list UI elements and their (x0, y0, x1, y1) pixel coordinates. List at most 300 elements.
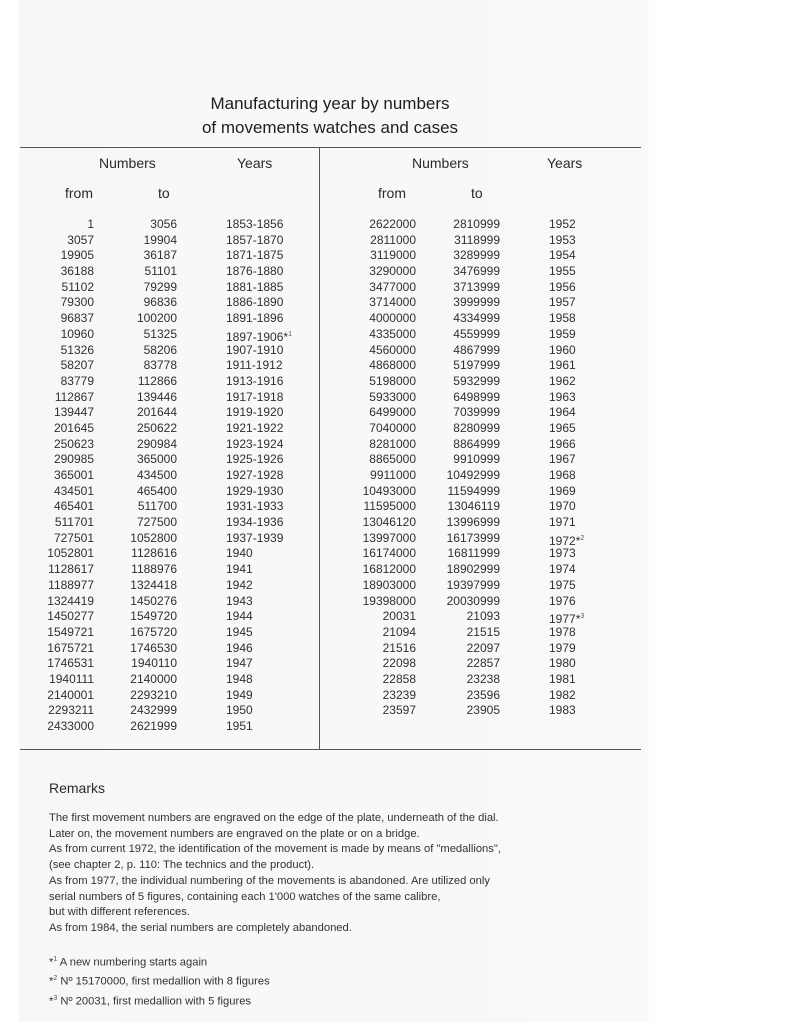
left-to-column (110, 217, 177, 735)
row-from-number: 22098 (382, 656, 416, 671)
row-to-number: 465400 (136, 483, 177, 498)
row-from-number: 8865000 (369, 452, 416, 467)
row-years-value: 1963 (549, 389, 576, 404)
row-from-number: 2811000 (370, 232, 416, 247)
row-from-number: 51102 (61, 279, 94, 294)
row-from-number: 2622000 (369, 217, 416, 231)
row-from-number: 1128617 (48, 562, 94, 577)
footnote-mark: 3 (53, 994, 58, 1002)
row-years (549, 452, 629, 468)
footnote-asterisk: * (49, 976, 54, 989)
row-years (549, 343, 629, 359)
remarks-line: serial numbers of 5 figures, containing each 1'000 watches of the same calibre, (49, 890, 441, 903)
row-to-number: 511700 (137, 499, 177, 514)
row-years (226, 468, 316, 484)
row-to-number: 3056 (150, 217, 177, 231)
row-from-number: 5198000 (369, 373, 416, 388)
row-to-number: 139446 (136, 389, 177, 404)
row-to-number: 1675720 (130, 624, 177, 639)
row-years (549, 437, 629, 453)
row-years (226, 421, 316, 437)
row-years-value: 1913-1916 (226, 373, 284, 388)
row-from-number: 5933000 (369, 389, 416, 404)
row-to-number: 1549720 (130, 609, 177, 624)
row-years-value: 1954 (549, 248, 576, 263)
row-years-value: 1965 (549, 420, 576, 435)
row-from-number: 4560000 (369, 342, 416, 357)
row-from-number: 250623 (53, 436, 94, 451)
row-years (226, 437, 316, 453)
footnote-mark: 2 (580, 534, 585, 542)
row-from-number: 21516 (382, 640, 416, 655)
row-years (226, 327, 316, 343)
row-from-number: 1188977 (48, 577, 94, 592)
row-years-value: 1948 (226, 671, 253, 686)
row-years (226, 248, 316, 264)
row-years-value: 1943 (226, 593, 253, 608)
row-years (226, 578, 316, 594)
row-from-number: 9911000 (370, 468, 416, 482)
row-years-value: 1982 (549, 687, 576, 702)
row-years-value: 1944 (226, 609, 253, 624)
row-from-number: 3714000 (369, 295, 416, 310)
row-years (549, 641, 629, 657)
right-from-header: from (378, 185, 406, 201)
right-to-header: to (471, 185, 483, 201)
row-to-number: 22097 (466, 640, 500, 655)
row-to-number: 23905 (466, 703, 500, 718)
row-years (226, 546, 316, 562)
row-to-number: 20030999 (446, 593, 500, 608)
row-years (549, 688, 629, 704)
row-years-value: 1957 (549, 295, 576, 310)
row-to-number: 434500 (136, 468, 177, 482)
remarks-heading: Remarks (49, 780, 106, 796)
row-years (549, 468, 629, 484)
row-years-value: 1969 (549, 483, 576, 498)
row-from-number: 20031 (382, 609, 416, 624)
remarks-line: As from 1977, the individual numbering of the movements is abandoned. Are utilized only (49, 874, 490, 887)
row-years-value: 1972* (549, 533, 581, 548)
row-years (226, 656, 316, 672)
row-to-number: 1188976 (131, 562, 177, 577)
row-to-number: 79299 (143, 279, 177, 294)
row-to-number: 11594999 (447, 483, 500, 498)
row-years-value: 1857-1870 (226, 232, 284, 247)
footnote-text: Nº 20031, first medallion with 5 figures (60, 995, 252, 1008)
row-years (549, 703, 629, 719)
row-from-number: 6499000 (369, 405, 416, 420)
row-from-number: 1324419 (47, 593, 94, 608)
row-years (226, 641, 316, 657)
row-to-number: 727500 (136, 515, 177, 530)
row-from-number: 36188 (60, 264, 94, 279)
row-years (226, 625, 316, 641)
row-from-number: 290985 (53, 452, 94, 467)
row-years-value: 1974 (549, 562, 576, 577)
left-from-header: from (65, 185, 93, 201)
row-from-number: 18903000 (362, 577, 416, 592)
row-years-value: 1956 (549, 279, 576, 294)
row-from-number: 465401 (53, 499, 94, 514)
row-from-number: 8281000 (369, 436, 416, 451)
table-top-rule (20, 147, 641, 148)
row-years-value: 1964 (549, 405, 576, 420)
footnote-mark: 3 (580, 613, 585, 621)
row-years-value: 1911-1912 (226, 358, 283, 373)
row-to-number: 16173999 (446, 530, 500, 545)
row-years-value: 1919-1920 (226, 405, 284, 420)
row-to-number: 201644 (136, 405, 177, 420)
row-to-number: 3999999 (453, 295, 500, 310)
row-from-number: 3057 (67, 232, 94, 247)
row-years (226, 484, 316, 500)
row-from-number: 1052801 (47, 546, 94, 561)
row-years-value: 1886-1890 (226, 295, 284, 310)
row-from-number: 19398000 (362, 593, 416, 608)
row-to-number: 5197999 (453, 358, 500, 373)
row-years (226, 311, 316, 327)
row-years-value: 1945 (226, 624, 253, 639)
row-to-number: 6498999 (453, 389, 500, 404)
row-from-number: 727501 (53, 530, 94, 545)
row-years-value: 1921-1922 (226, 420, 284, 435)
row-from-number: 2433000 (47, 719, 94, 733)
row-from-number: 1940111 (49, 671, 94, 686)
row-from-number: 3119000 (370, 248, 416, 263)
row-from-number: 16174000 (362, 546, 416, 561)
row-from-number: 10493000 (362, 483, 416, 498)
row-years (549, 358, 629, 374)
row-to-number: 5932999 (453, 373, 500, 388)
row-to-number: 83778 (143, 358, 177, 373)
row-to-number: 21515 (466, 624, 500, 639)
row-years-value: 1917-1918 (226, 389, 284, 404)
row-years-value: 1959 (549, 326, 576, 341)
row-years-value: 1961 (549, 358, 576, 373)
row-years (549, 405, 629, 421)
remarks-text (49, 811, 501, 937)
row-to-number: 13046119 (447, 499, 500, 514)
row-to-number: 21093 (466, 609, 500, 624)
row-years (226, 594, 316, 610)
row-years (549, 233, 629, 249)
row-years-value: 1942 (226, 577, 253, 592)
row-years-value: 1876-1880 (226, 264, 284, 279)
row-years-value: 1941 (226, 562, 253, 577)
row-to-number: 10492999 (446, 468, 500, 482)
row-years-value: 1934-1936 (226, 515, 284, 530)
row-to-number: 2621999 (130, 719, 177, 733)
row-to-number: 16811999 (447, 546, 500, 561)
row-to-number: 22857 (466, 656, 500, 671)
footnote-text: A new numbering starts again (59, 956, 208, 969)
row-years-value: 1977* (549, 612, 581, 627)
row-years-value: 1958 (549, 311, 576, 326)
row-from-number: 2140001 (47, 687, 94, 702)
row-from-number: 434501 (53, 483, 94, 498)
footnote-item (49, 991, 270, 1010)
row-years-value: 1980 (549, 656, 576, 671)
row-to-number: 4334999 (453, 311, 500, 326)
row-from-number: 365001 (53, 468, 94, 482)
row-to-number: 3289999 (453, 248, 500, 263)
row-years-value: 1968 (549, 468, 576, 482)
row-to-number: 3713999 (453, 279, 500, 294)
row-years (226, 499, 316, 515)
row-years (549, 374, 629, 390)
row-years-value: 1973 (549, 546, 576, 561)
footnotes (49, 952, 270, 1010)
row-years-value: 1975 (549, 577, 576, 592)
row-years (549, 484, 629, 500)
remarks-line: but with different references. (49, 906, 190, 919)
row-years (226, 452, 316, 468)
left-years-column (226, 217, 316, 735)
remarks-line: Later on, the movement numbers are engraved on the plate or on a bridge. (49, 827, 420, 840)
row-from-number: 1 (87, 217, 94, 231)
remarks-line: As from current 1972, the identification of the movement is made by means of "medallions", (49, 843, 501, 856)
row-years-value: 1951 (226, 719, 253, 733)
row-years (549, 248, 629, 264)
row-to-number: 18902999 (446, 562, 500, 577)
row-to-number: 51101 (144, 264, 177, 279)
row-from-number: 1549721 (47, 624, 94, 639)
row-to-number: 250622 (136, 420, 177, 435)
row-from-number: 4868000 (369, 358, 416, 373)
row-years-value: 1927-1928 (226, 468, 284, 482)
page-title (150, 92, 510, 140)
row-to-number: 3476999 (453, 264, 500, 279)
row-from-number: 201645 (53, 420, 94, 435)
row-from-number: 3290000 (369, 264, 416, 279)
footnote-asterisk: * (49, 995, 54, 1008)
right-from-column (345, 217, 416, 719)
row-years (226, 280, 316, 296)
table-bottom-rule (20, 749, 641, 750)
row-from-number: 11595000 (363, 499, 416, 514)
row-from-number: 511701 (54, 515, 94, 530)
row-years-value: 1947 (226, 656, 253, 671)
row-to-number: 23596 (466, 687, 500, 702)
row-years-value: 1960 (549, 342, 576, 357)
right-years-column (549, 217, 629, 719)
row-years (549, 327, 629, 343)
row-years (226, 217, 316, 233)
row-to-number: 1940110 (131, 656, 177, 671)
row-to-number: 8280999 (453, 420, 500, 435)
row-to-number: 1450276 (130, 593, 177, 608)
row-years (226, 688, 316, 704)
row-from-number: 1675721 (47, 640, 94, 655)
row-years-value: 1979 (549, 640, 576, 655)
row-years-value: 1853-1856 (226, 217, 284, 231)
row-years (549, 625, 629, 641)
row-from-number: 13046120 (362, 515, 416, 530)
row-to-number: 2810999 (453, 217, 500, 231)
row-years (549, 594, 629, 610)
row-from-number: 4335000 (369, 326, 416, 341)
row-years-value: 1907-1910 (226, 342, 284, 357)
row-years-value: 1966 (549, 436, 576, 451)
right-to-column (430, 217, 500, 719)
row-years-value: 1981 (549, 671, 576, 686)
footnote-item (49, 952, 270, 971)
row-years-value: 1953 (549, 232, 576, 247)
row-from-number: 51326 (60, 342, 94, 357)
row-from-number: 2293211 (48, 703, 94, 718)
row-years (549, 531, 629, 547)
row-years-value: 1925-1926 (226, 452, 284, 467)
row-years (226, 343, 316, 359)
row-years-value: 1949 (226, 687, 253, 702)
row-to-number: 7039999 (453, 405, 500, 420)
row-from-number: 23597 (382, 703, 416, 718)
row-years (226, 264, 316, 280)
row-years-value: 1881-1885 (226, 279, 284, 294)
row-years (549, 562, 629, 578)
row-years (226, 531, 316, 547)
row-to-number: 3118999 (454, 232, 500, 247)
footnote-mark: 1 (288, 330, 292, 338)
row-to-number: 2140000 (130, 671, 177, 686)
left-numbers-header: Numbers (99, 155, 156, 171)
row-years (549, 264, 629, 280)
row-to-number: 96836 (143, 295, 177, 310)
row-years (226, 233, 316, 249)
row-years-value: 1940 (226, 546, 253, 561)
row-from-number: 58207 (60, 358, 94, 373)
row-years-value: 1937-1939 (226, 530, 284, 545)
row-to-number: 51325 (143, 326, 177, 341)
row-years-value: 1897-1906* (226, 329, 289, 344)
row-to-number: 13996999 (446, 515, 500, 530)
row-from-number: 13997000 (362, 530, 416, 545)
footnote-text: Nº 15170000, first medallion with 8 figures (60, 976, 270, 989)
row-to-number: 1052800 (130, 530, 177, 545)
row-years (549, 499, 629, 515)
row-years (549, 421, 629, 437)
row-years (549, 390, 629, 406)
row-years (549, 280, 629, 296)
row-years (226, 358, 316, 374)
row-years-value: 1962 (549, 373, 576, 388)
row-years (549, 672, 629, 688)
row-to-number: 19904 (143, 232, 177, 247)
row-years (226, 390, 316, 406)
row-years-value: 1978 (549, 624, 576, 639)
row-years-value: 1931-1933 (226, 499, 284, 514)
row-years (226, 672, 316, 688)
row-years (226, 515, 316, 531)
row-years (549, 546, 629, 562)
row-to-number: 112866 (137, 373, 177, 388)
row-from-number: 21094 (382, 624, 416, 639)
row-from-number: 23239 (382, 687, 416, 702)
row-years-value: 1970 (549, 499, 576, 514)
row-years (226, 295, 316, 311)
row-years (226, 609, 316, 625)
row-years-value: 1929-1930 (226, 483, 284, 498)
row-to-number: 2293210 (130, 687, 177, 702)
row-years-value: 1955 (549, 264, 576, 279)
row-years-value: 1891-1896 (226, 311, 284, 326)
footnote-item (49, 971, 270, 990)
row-to-number: 36187 (143, 248, 177, 263)
row-from-number: 10960 (60, 326, 94, 341)
row-years-value: 1871-1875 (226, 248, 284, 263)
row-from-number: 19905 (60, 248, 94, 263)
footnote-asterisk: * (49, 956, 54, 969)
row-from-number: 3477000 (369, 279, 416, 294)
row-from-number: 112867 (54, 389, 94, 404)
row-years-value: 1923-1924 (226, 436, 284, 451)
remarks-line: The first movement numbers are engraved on the edge of the plate, underneath of the dial. (49, 812, 499, 824)
row-to-number: 8864999 (453, 436, 500, 451)
table-divider (319, 147, 320, 749)
row-from-number: 1746531 (47, 656, 94, 671)
right-years-header: Years (547, 155, 583, 171)
row-years-value: 1976 (549, 593, 576, 608)
row-from-number: 96837 (60, 311, 94, 326)
row-years (549, 295, 629, 311)
row-years (549, 311, 629, 327)
remarks-line: As from 1984, the serial numbers are completely abandoned. (49, 921, 352, 934)
row-years (226, 719, 316, 735)
row-to-number: 1324418 (130, 577, 177, 592)
row-years-value: 1950 (226, 703, 253, 718)
row-years (549, 578, 629, 594)
row-from-number: 16812000 (362, 562, 416, 577)
left-from-column (30, 217, 94, 735)
row-years (226, 703, 316, 719)
row-to-number: 4867999 (453, 342, 500, 357)
row-to-number: 9910999 (453, 452, 500, 467)
row-years (549, 609, 629, 625)
row-from-number: 4000000 (369, 311, 416, 326)
row-years-value: 1952 (549, 217, 576, 231)
row-from-number: 22858 (382, 671, 416, 686)
left-to-header: to (158, 185, 170, 201)
row-years (549, 656, 629, 672)
row-to-number: 100200 (136, 311, 177, 326)
title-line-2: of movements watches and cases (201, 118, 459, 137)
row-to-number: 2432999 (130, 703, 177, 718)
row-from-number: 83779 (60, 373, 94, 388)
row-to-number: 1128616 (131, 546, 177, 561)
row-years-value: 1946 (226, 640, 253, 655)
row-to-number: 58206 (143, 342, 177, 357)
footnote-mark: 2 (53, 975, 58, 983)
title-line-1: Manufacturing year by numbers (210, 94, 450, 113)
row-from-number: 1450277 (47, 609, 94, 624)
row-from-number: 139447 (53, 405, 94, 420)
row-from-number: 79300 (60, 295, 94, 310)
row-years-value: 1983 (549, 703, 576, 718)
row-to-number: 365000 (136, 452, 177, 467)
remarks-line: (see chapter 2, p. 110: The technics and the product). (49, 859, 315, 872)
row-to-number: 1746530 (130, 640, 177, 655)
row-from-number: 7040000 (369, 420, 416, 435)
row-years-value: 1971 (549, 515, 576, 530)
row-years (549, 217, 629, 233)
row-to-number: 4559999 (453, 326, 500, 341)
row-to-number: 23238 (466, 671, 500, 686)
row-to-number: 290984 (136, 436, 177, 451)
row-years (226, 374, 316, 390)
footnote-mark: 1 (53, 956, 58, 963)
row-years (226, 562, 316, 578)
